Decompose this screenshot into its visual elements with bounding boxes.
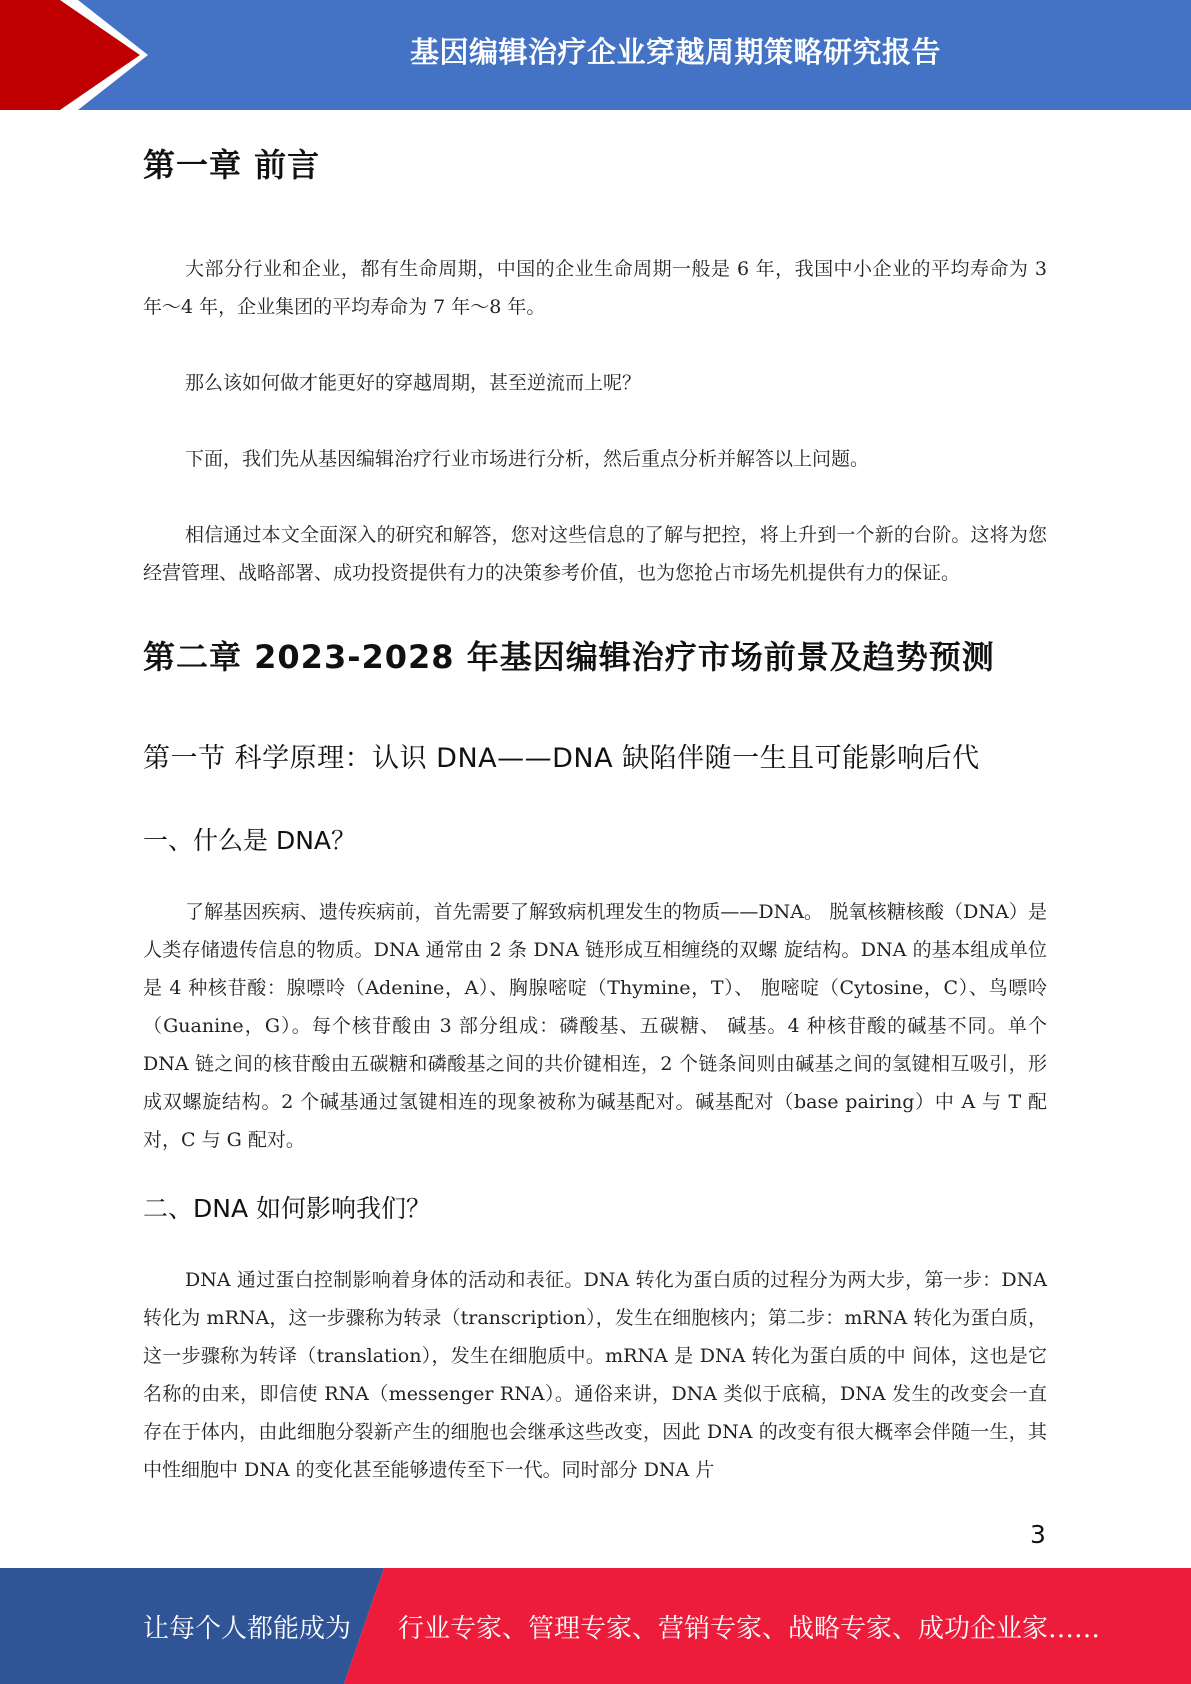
chapter2-heading: 第二章 2023-2028 年基因编辑治疗市场前景及趋势预测 [143, 638, 995, 676]
section1-heading: 第一节 科学原理：认识 DNA——DNA 缺陷伴随一生且可能影响后代 [143, 743, 980, 774]
subsection2-paragraph: DNA 通过蛋白控制影响着身体的活动和表征。DNA 转化为蛋白质的过程分为两大步，第一步：DNA 转化为 mRNA，这一步骤称为转录（transcription），发生在细胞核内；第二步：mRNA 转化为蛋白质，这一步骤称为转译（translation），发生在细胞质中。mRNA 是 DNA 转化为蛋白质的中 间体，这也是它名称的由来，即信使 RNA（messenger RNA）。通俗来讲，DNA 类似于底稿，DNA 发生的改变会一直存在于体内，由此细胞分裂新产生的细胞也会继承这些改变，因此 DNA 的改变有很大概率会伴随一生，其中性细胞中 DNA 的变化甚至能够遗传至下一代。同时部分 DNA 片 [143, 1269, 1047, 1481]
chapter1-heading: 第一章 前言 [143, 146, 321, 184]
footer-slogan-right: 行业专家、管理专家、营销专家、战略专家、成功企业家…… [398, 1613, 1101, 1644]
report-header [0, 0, 1191, 110]
chapter1-paragraph-1: 大部分行业和企业，都有生命周期，中国的企业生命周期一般是 6 年，我国中小企业的平均寿命为 3 年～4 年，企业集团的平均寿命为 7 年～8 年。 [143, 258, 1047, 318]
page-number: 3 [1030, 1520, 1046, 1549]
subsection1-heading: 一、什么是 DNA？ [143, 826, 357, 855]
report-title: 基因编辑治疗企业穿越周期策略研究报告 [409, 34, 941, 69]
report-footer [0, 1568, 1191, 1684]
header-arrow-decoration [0, 0, 160, 110]
footer-slogan-left: 让每个人都能成为 [143, 1613, 352, 1644]
chapter1-paragraph-3: 下面，我们先从基因编辑治疗行业市场进行分析，然后重点分析并解答以上问题。 [185, 448, 870, 470]
chapter1-paragraph-4: 相信通过本文全面深入的研究和解答，您对这些信息的了解与把控，将上升到一个新的台阶。这将为您经营管理、战略部署、成功投资提供有力的决策参考价值，也为您抢占市场先机提供有力的保证。 [143, 524, 1047, 584]
chapter1-paragraph-2: 那么该如何做才能更好的穿越周期，甚至逆流而上呢？ [185, 372, 642, 394]
subsection1-paragraph: 了解基因疾病、遗传疾病前，首先需要了解致病机理发生的物质——DNA。 脱氧核糖核酸（DNA）是人类存储遗传信息的物质。DNA 通常由 2 条 DNA 链形成互相缠绕的双螺 旋结构。DNA 的基本组成单位是 4 种核苷酸：腺嘌呤（Adenine，A）、胸腺嘧啶（Thymine，T）、 胞嘧啶（Cytosine，C）、鸟嘌呤（Guanine，G）。每个核苷酸由 3 部分组成：磷酸基、五碳糖、 碱基。4 种核苷酸的碱基不同。单个 DNA 链之间的核苷酸由五碳糖和磷酸基之间的共价键相连，2 个链条间则由碱基之间的氢键相互吸引，形成双螺旋结构。2 个碱基通过氢键相连的现象被称为碱基配对。碱基配对（base pairing）中 A 与 T 配对，C 与 G 配对。 [143, 901, 1047, 1151]
page-content [143, 130, 1047, 1489]
subsection2-heading: 二、DNA 如何影响我们？ [143, 1194, 432, 1223]
